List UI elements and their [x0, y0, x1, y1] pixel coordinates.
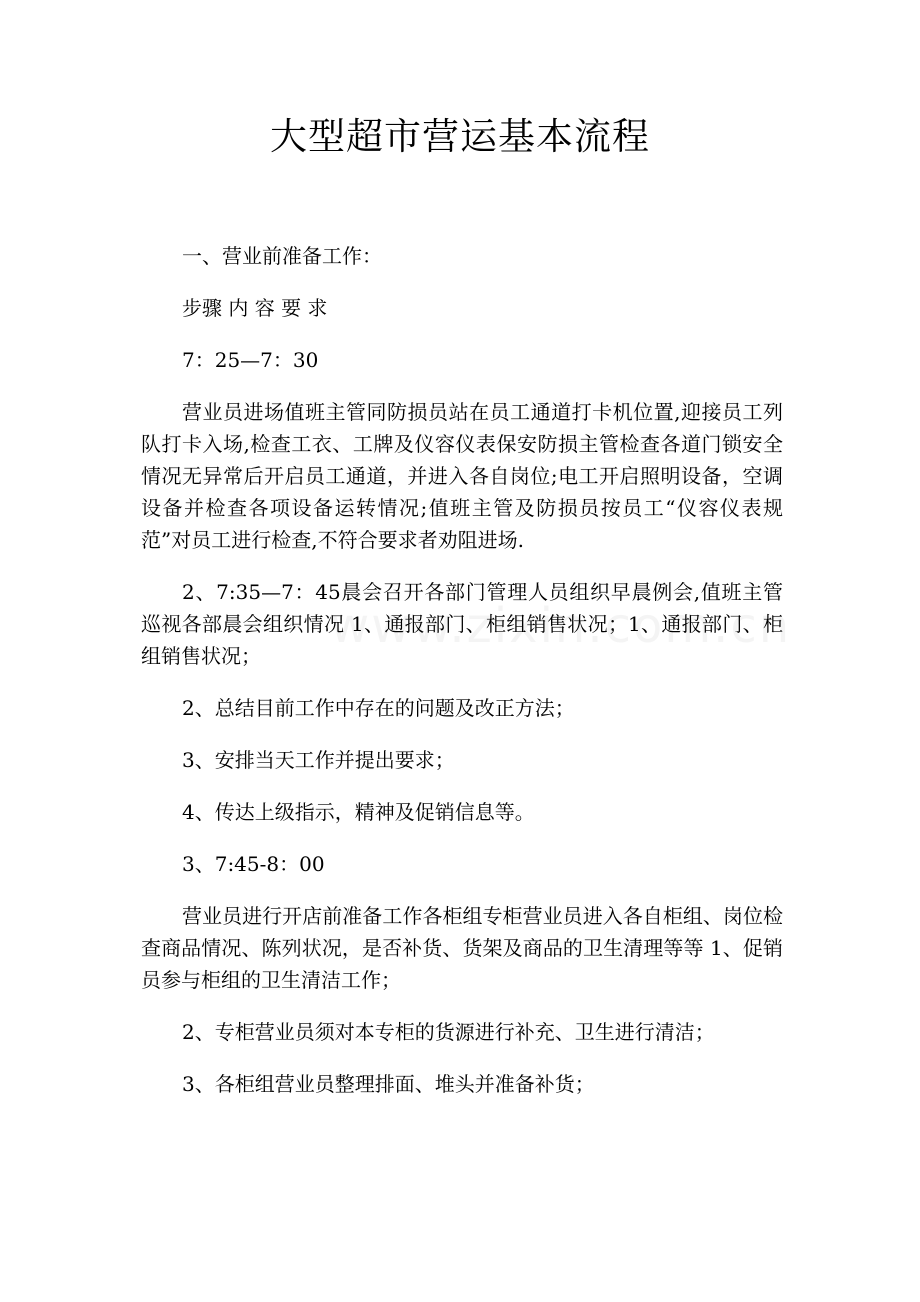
table-header-line: 步骤 内 容 要 求 [182, 296, 328, 320]
paragraph: 4、传达上级指示，精神及促销信息等。 [182, 800, 535, 824]
paragraph: 3、安排当天工作并提出要求； [182, 748, 455, 772]
document-title: 大型超市营运基本流程 [270, 115, 650, 158]
time-slot: 7：25—7：30 [182, 348, 319, 372]
time-slot: 3、7:45-8：00 [182, 852, 325, 876]
paragraph: 营业员进行开店前准备工作各柜组专柜营业员进入各自柜组、岗位检查商品情况、陈列状况，是否补货、货架及商品的卫生清理等等 1、促销员参与柜组的卫生清洁工作； [141, 904, 783, 992]
paragraph: 2、总结目前工作中存在的问题及改正方法； [182, 696, 575, 720]
paragraph: 3、各柜组营业员整理排面、堆头并准备补货； [182, 1072, 595, 1096]
document-body [141, 240, 783, 1120]
paragraph: 2、7:35—7：45晨会召开各部门管理人员组织早晨例会,值班主管巡视各部晨会组织情况 1、通报部门、柜组销售状况；1、通报部门、柜组销售状况； [141, 580, 783, 668]
section-heading: 一、营业前准备工作： [182, 244, 382, 268]
paragraph: 2、专柜营业员须对本专柜的货源进行补充、卫生进行清洁； [182, 1020, 715, 1044]
paragraph: 营业员进场值班主管同防损员站在员工通道打卡机位置,迎接员工列队打卡入场,检查工衣、工牌及仪容仪表保安防损主管检查各道门锁安全情况无异常后开启员工通道，并进入各自岗位;电工开启照明设备，空调设备并检查各项设备运转情况;值班主管及防损员按员工“仪容仪表规范”对员工进行检查,不符合要求者劝阻进场. [141, 400, 783, 552]
